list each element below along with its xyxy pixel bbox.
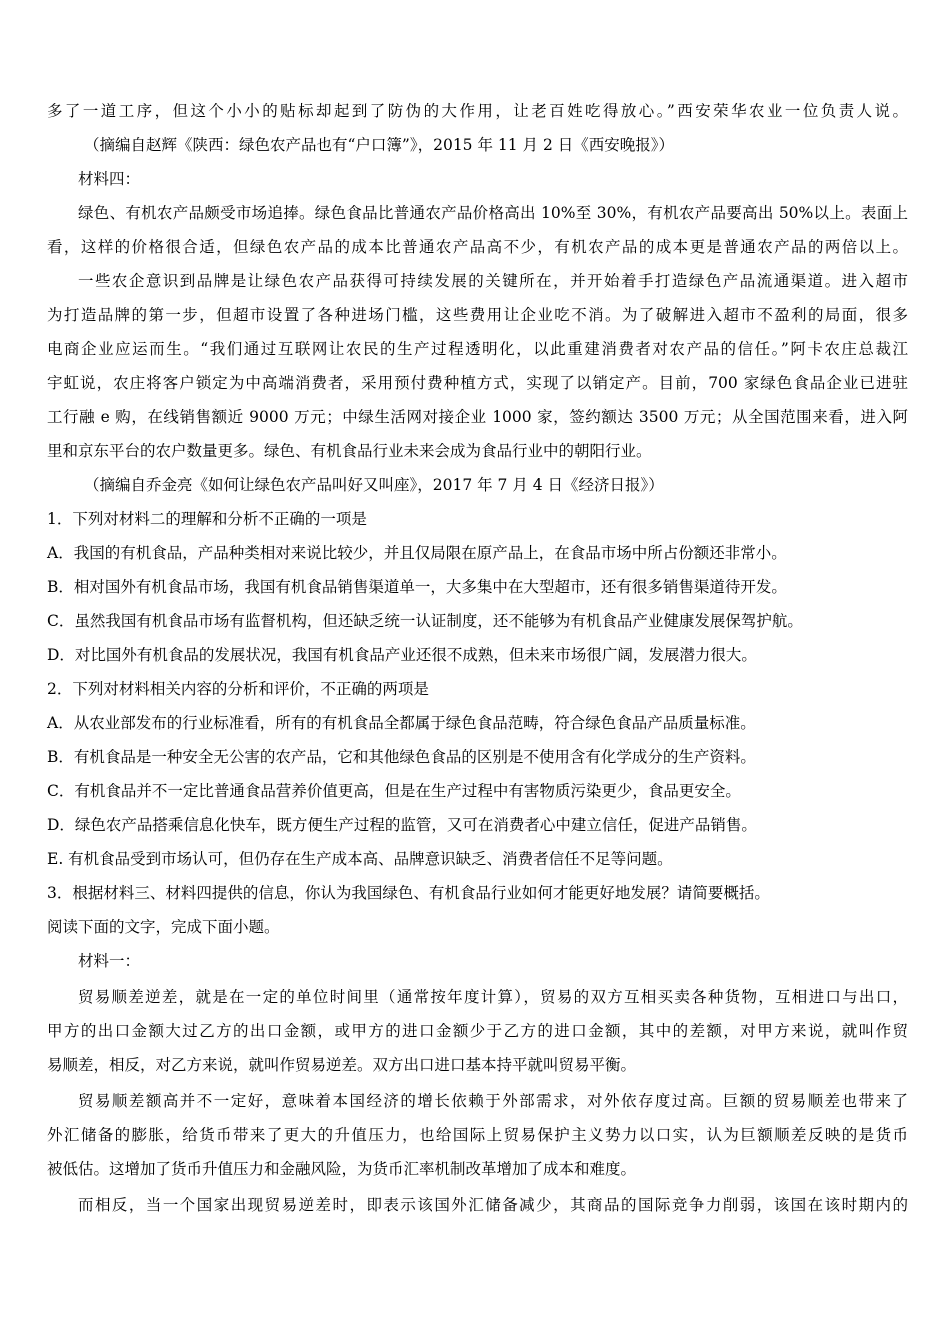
question-2-option-b: B．有机食品是一种安全无公害的农产品，它和其他绿色食品的区别是不使用含有化学成分的生产资料。 (47, 748, 756, 766)
question-1-option-b: B．相对国外有机食品市场，我国有机食品销售渠道单一，大多集中在大型超市，还有很多销售渠道待开发。 (47, 578, 787, 596)
text-line-7: 为打造品牌的第一步，但超市设置了各种进场门槛，这些费用让企业吃不消。为了破解进入超市不盈利的局面，很多 (47, 306, 908, 324)
source-citation-2: （摘编自乔金亮《如何让绿色农产品叫好又叫座》，2017 年 7 月 4 日《经济日报》） (84, 476, 664, 494)
question-3: 3．根据材料三、材料四提供的信息，你认为我国绿色、有机食品行业如何才能更好地发展？请简要概括。 (47, 884, 770, 902)
text-line-10: 工行融 e 购，在线销售额近 9000 万元；中绿生活网对接企业 1000 家，签约额达 3500 万元；从全国范围来看，进入阿 (47, 408, 908, 426)
text-line-31: 外汇储备的膨胀，给货币带来了更大的升值压力，也给国际上贸易保护主义势力以口实，认为巨额顺差反映的是货币 (47, 1126, 908, 1144)
question-1-option-d: D．对比国外有机食品的发展状况，我国有机食品产业还很不成熟，但未来市场很广阔，发展潜力很大。 (47, 646, 757, 664)
section-heading-material-1: 材料一： (78, 952, 141, 970)
question-2: 2．下列对材料相关内容的分析和评价，不正确的两项是 (47, 680, 429, 698)
text-line-11: 里和京东平台的农户数量更多。绿色、有机食品行业未来会成为食品行业中的朝阳行业。 (47, 442, 652, 460)
text-line-33: 而相反，当一个国家出现贸易逆差时，即表示该国外汇储备减少，其商品的国际竞争力削弱，该国在该时期内的 (78, 1196, 908, 1214)
text-line-32: 被低估。这增加了货币升值压力和金融风险，为货币汇率机制改革增加了成本和难度。 (47, 1160, 637, 1178)
text-line-5: 看，这样的价格很合适，但绿色农产品的成本比普通农产品高不少，有机农产品的成本更是普通农产品的两倍以上。 (47, 238, 908, 256)
question-1: 1．下列对材料二的理解和分析不正确的一项是 (47, 510, 367, 528)
text-line-9: 宇虹说，农庄将客户锁定为中高端消费者，采用预付费种植方式，实现了以销定产。目前，700 家绿色食品企业已进驻 (47, 374, 908, 392)
section-heading-material-4: 材料四： (78, 170, 141, 188)
question-2-option-a: A．从农业部发布的行业标准看，所有的有机食品全都属于绿色食品范畴，符合绿色食品产品质量标准。 (47, 714, 756, 732)
text-line-4: 绿色、有机农产品颇受市场追捧。绿色食品比普通农产品价格高出 10%至 30%，有机农产品要高出 50%以上。表面上 (78, 204, 908, 222)
text-line-1: 多了一道工序，但这个小小的贴标却起到了防伪的大作用，让老百姓吃得放心。”西安荣华农业一位负责人说。 (47, 102, 908, 120)
question-2-option-d: D．绿色农产品搭乘信息化快车，既方便生产过程的监管，又可在消费者心中建立信任，促进产品销售。 (47, 816, 757, 834)
question-1-option-a: A．我国的有机食品，产品种类相对来说比较少，并且仅局限在原产品上，在食品市场中所占份额还非常小。 (47, 544, 787, 562)
source-citation-1: （摘编自赵辉《陕西：绿色农产品也有“户口簿”》，2015 年 11 月 2 日《西安晚报》） (84, 136, 675, 154)
text-line-30: 贸易顺差额高并不一定好，意味着本国经济的增长依赖于外部需求，对外依存度过高。巨额的贸易顺差也带来了 (78, 1092, 908, 1110)
text-line-29: 易顺差，相反，对乙方来说，就叫作贸易逆差。双方出口进口基本持平就叫贸易平衡。 (47, 1056, 637, 1074)
text-line-8: 电商企业应运而生。“我们通过互联网让农民的生产过程透明化，以此重建消费者对农产品的信任。”阿卡农庄总裁江 (47, 340, 908, 358)
text-line-27: 贸易顺差逆差，就是在一定的单位时间里（通常按年度计算），贸易的双方互相买卖各种货物，互相进口与出口， (78, 988, 908, 1006)
question-1-option-c: C．虽然我国有机食品市场有监督机构，但还缺乏统一认证制度，还不能够为有机食品产业健康发展保驾护航。 (47, 612, 803, 630)
question-2-option-c: C．有机食品并不一定比普通食品营养价值更高，但是在生产过程中有害物质污染更少，食品更安全。 (47, 782, 741, 800)
question-2-option-e: E. 有机食品受到市场认可，但仍存在生产成本高、品牌意识缺乏、消费者信任不足等问题。 (47, 850, 673, 868)
text-line-6: 一些农企意识到品牌是让绿色农产品获得可持续发展的关键所在，并开始着手打造绿色产品流通渠道。进入超市 (78, 272, 908, 290)
reading-instruction: 阅读下面的文字，完成下面小题。 (47, 918, 280, 936)
text-line-28: 甲方的出口金额大过乙方的出口金额，或甲方的进口金额少于乙方的进口金额，其中的差额，对甲方来说，就叫作贸 (47, 1022, 908, 1040)
